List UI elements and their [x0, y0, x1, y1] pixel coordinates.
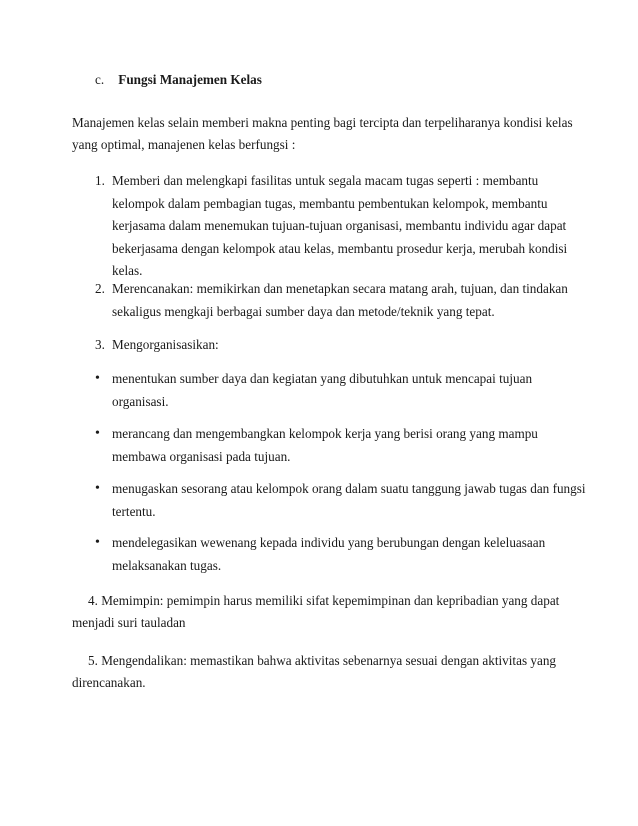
- bullet-icon: •: [95, 481, 100, 496]
- numbered-item-2: [95, 278, 575, 323]
- section-title: Fungsi Manajemen Kelas: [118, 72, 262, 87]
- intro-paragraph: [72, 112, 572, 156]
- item5-line: 5. Mengendalikan: memastikan bahwa aktivitas sebenarnya sesuai dengan aktivitas yang: [88, 653, 557, 668]
- item-line: kelas.: [112, 263, 143, 278]
- bullet-icon: •: [95, 371, 100, 386]
- bullet-item-3: [95, 477, 586, 523]
- item-line: Mengorganisasikan:: [112, 337, 219, 352]
- bullet-line: merancang dan mengembangkan kelompok kerja yang berisi orang yang mampu: [112, 426, 538, 441]
- numbered-item-3: [95, 334, 575, 357]
- bullet-icon: •: [95, 535, 100, 550]
- numbered-item-1: [95, 170, 575, 283]
- intro-line: yang optimal, manajenen kelas berfungsi :: [72, 137, 296, 152]
- item4-line: menjadi suri tauladan: [72, 615, 186, 630]
- bullet-item-1: [95, 367, 575, 413]
- numbered-item-5: [72, 650, 572, 694]
- bullet-line: tertentu.: [112, 504, 156, 519]
- bullet-item-2: [95, 422, 575, 468]
- bullet-line: organisasi.: [112, 394, 169, 409]
- intro-line: Manajemen kelas selain memberi makna penting bagi tercipta dan terpeliharanya kondisi kelas: [72, 115, 573, 130]
- item-line: Memberi dan melengkapi fasilitas untuk segala macam tugas seperti : membantu: [112, 173, 539, 188]
- bullet-line: membawa organisasi pada tujuan.: [112, 449, 291, 464]
- bullet-line: melaksanakan tugas.: [112, 558, 222, 573]
- item4-line: 4. Memimpin: pemimpin harus memiliki sifat kepemimpinan dan kepribadian yang dapat: [88, 593, 560, 608]
- item-line: sekaligus mengkaji berbagai sumber daya dan metode/teknik yang tepat.: [112, 303, 495, 319]
- item-line: bekerjasama dengan kelompok atau kelas, membantu prosedur kerja, merubah kondisi: [112, 240, 568, 256]
- bullet-item-4: [95, 531, 575, 577]
- section-heading: [95, 72, 262, 88]
- item-number: 2.: [95, 281, 105, 296]
- item-number: 1.: [95, 173, 105, 188]
- item5-line: direncanakan.: [72, 675, 146, 690]
- bullet-line: mendelegasikan wewenang kepada individu yang berubungan dengan keleluasaan: [112, 535, 546, 550]
- item-number: 3.: [95, 337, 105, 352]
- bullet-line: menugaskan sesorang atau kelompok orang dalam suatu tanggung jawab tugas dan fungsi: [112, 481, 586, 496]
- bullet-icon: •: [95, 426, 100, 441]
- item-line: kerjasama dalam menemukan tujuan-tujuan organisasi, membantu individu agar dapat: [112, 218, 567, 233]
- bullet-line: menentukan sumber daya dan kegiatan yang dibutuhkan untuk mencapai tujuan: [112, 371, 533, 386]
- item-line: Merencanakan: memikirkan dan menetapkan secara matang arah, tujuan, dan tindakan: [112, 281, 568, 296]
- numbered-item-4: [72, 590, 572, 634]
- item-line: kelompok dalam pembagian tugas, membantu pembentukan kelompok, membantu: [112, 195, 548, 211]
- section-marker: c.: [95, 72, 105, 87]
